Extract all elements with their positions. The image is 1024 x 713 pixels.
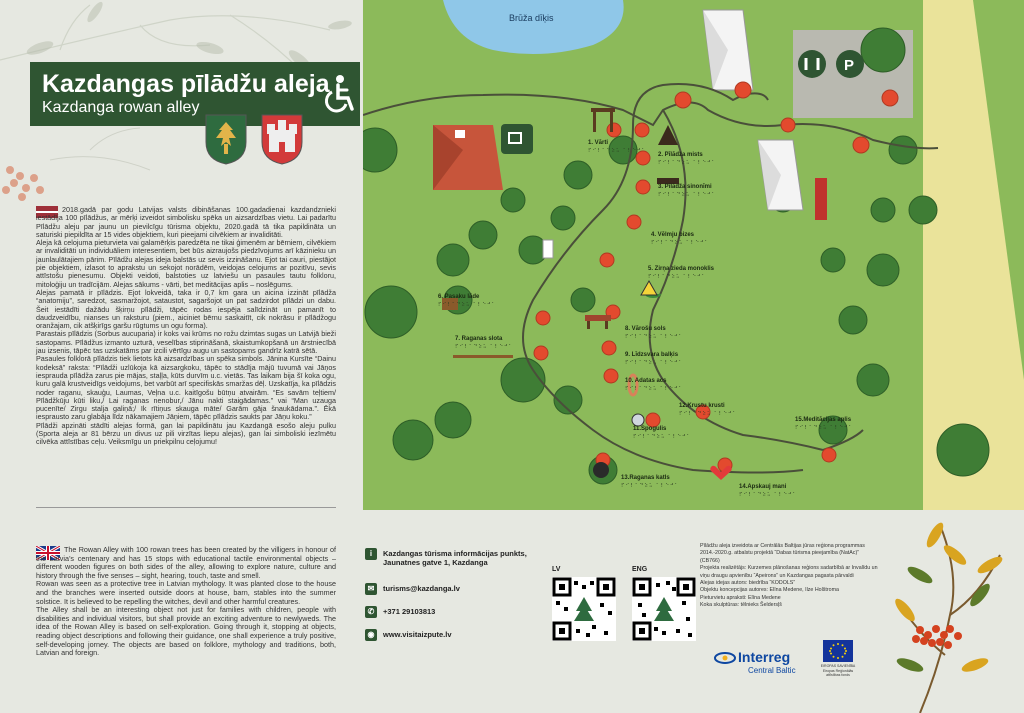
tower bbox=[815, 178, 827, 220]
mirror-icon bbox=[632, 414, 644, 426]
qr-code-en[interactable] bbox=[632, 577, 696, 641]
braille-text: ⠏⠊⠇⠁⠙⠵⠥ ⠁⠇⠑⠚⠁ bbox=[438, 302, 497, 308]
qr-en-label: ENG bbox=[632, 566, 648, 573]
credit-line: Pieturvietu apraksti: Elīna Medene bbox=[700, 594, 781, 601]
stop-label: 12.Krustu krusti bbox=[679, 403, 725, 409]
email-icon: ✉ bbox=[365, 583, 377, 595]
braille-text: ⠏⠊⠇⠁⠙⠵⠥ ⠁⠇⠑⠚⠁ bbox=[795, 425, 854, 431]
braille-text: ⠏⠊⠇⠁⠙⠵⠥ ⠁⠇⠑⠚⠁ bbox=[679, 411, 738, 417]
latvian-description bbox=[36, 206, 336, 447]
eu-flag-icon bbox=[823, 640, 853, 662]
info-address: Jaunatnes gatve 1, Kazdanga bbox=[383, 558, 488, 567]
stop-label: 6. Pasaku lāde bbox=[438, 294, 480, 300]
credit-line: Projekta realizētājs: Kurzemes plānošanas reģions sadarbībā ar Invalīdu un viņu draugu apvienību “Apeirons” un Kazdangas pagasta pārvaldi bbox=[700, 565, 878, 579]
credit-line: Alejas idejas autors: biedrība “KODOLS” bbox=[700, 580, 796, 587]
stop-marker-6[interactable] bbox=[536, 311, 550, 325]
lv-paragraph: 2018.gadā par godu Latvijas valsts dibināšanas 100.gadadienai kazdandznieki iestādīja 100 pīlādžus, ar mērķi izveidot simbolisku spēka un aizsardzības vietu. Lai padarītu Pīlādžu aleju par jaunu un pievilcīgu tūrisma objektu, 2020.gadā tā tika papildināta un saturiski piepildīta ar 15 vides objektiem, kuri pieejami cilvēkiem ar invaliditāti. bbox=[36, 205, 336, 239]
credit-line: Koka skulptūras: tēlnieks Šeldersļš bbox=[700, 602, 782, 609]
broom-icon bbox=[453, 355, 513, 358]
qr-code-lv[interactable] bbox=[552, 577, 616, 641]
web-link[interactable]: www.visitaizpute.lv bbox=[383, 630, 452, 639]
interreg-swoosh-icon bbox=[714, 651, 736, 665]
braille-text: ⠏⠊⠇⠁⠙⠵⠥ ⠁⠇⠑⠚⠁ bbox=[651, 240, 710, 246]
wheelchair-icon bbox=[318, 74, 356, 114]
braille-text: ⠏⠊⠇⠁⠙⠵⠥ ⠁⠇⠑⠚⠁ bbox=[455, 344, 514, 350]
credit-line: Pīlādžu aleja izveidota ar Centrālās Baltijas jūras reģiona programmas 2014.-2020.g. atbalstu projektā “Dabas tūrisma pieejamība (NatAc)” (CB766) bbox=[700, 543, 865, 564]
stop-marker-east[interactable] bbox=[781, 118, 795, 132]
stop-marker-5[interactable] bbox=[600, 253, 614, 267]
lv-paragraph: Alejas pamatā ir pīlādzis. Ejot lokveidā, taka ir 0,7 km gara un aicina izzināt pīlādža “anatomiju”, saredzot, sasmaržojot, sataustot, sagaršojot un pat sadzirdot pīlādzi un dabu. Šeit iestādīti dažādu šķirņu pīlādži, tāpēc rodas iespēja salīdzināt un pamanīt to daudzveidību, nianses un raksturu (piem., aiciniet bērnu saskaitīt, cik nokrāsu ir pīlādžogu oranžajam, cik atšķirīgs garšu rūgtums un ogu forma). bbox=[36, 287, 336, 331]
rowan-branch-illustration bbox=[880, 515, 1024, 713]
stop-label: 8. Vārošu sols bbox=[625, 326, 666, 332]
en-paragraph: The Alley shall be an interesting object not just for families with children, people with disabilities and individual visitors, but shall provide an exciting adventure to newlyweds. The idea of the Rowan Alley is based on self-exploration. Going through it, stopping at objects, reading object descriptions and following their guidance, one shall experience a truly positive, self-developing jorney. The objects are based on folklore, mythology and traditions, both, Latvian and foreign. bbox=[36, 605, 336, 658]
stop-label: 1. Vārti bbox=[588, 140, 609, 146]
braille-text: ⠏⠊⠇⠁⠙⠵⠥ ⠁⠇⠑⠚⠁ bbox=[625, 334, 684, 340]
interreg-name: Interreg bbox=[738, 649, 791, 665]
gate-icon bbox=[591, 108, 615, 112]
stop-label: 2. Pīlādža mists bbox=[658, 152, 703, 158]
en-paragraph: The Rowan Alley with 100 rowan trees has been created by the villigers in honour of the Latvia’s centenary and has 15 stops with educational tactile environmental objects – different wooden figures on both sides of the alley, allowing to explore nature, culture and history through the five senses – sight, hearing, touch, taste and smell. bbox=[36, 545, 336, 580]
kazdanga-coat-of-arms bbox=[203, 112, 249, 166]
project-credits bbox=[700, 543, 880, 610]
qr-lv-label: LV bbox=[552, 566, 561, 573]
english-description bbox=[36, 546, 336, 658]
lv-paragraph: Parastais pīlādzis (Sorbus aucuparia) ir koks vai krūms no rožu dzimtas sugas un Latvijā bieži sastopams. Pīlādžus izmanto uzturā, veselības stiprināšanā, skaistumkopšanā un ārstniecībā jau izsenis, tāpēc tas uzskatāms par izcili vērtīgu augu un sastopams gandrīz katrā sētā. bbox=[36, 329, 336, 356]
credit-line: Objektu koncepcijas autores: Elīna Medene, Ilze Holštroma bbox=[700, 587, 839, 594]
lake-label: Brūža dīķis bbox=[509, 13, 554, 23]
stop-label: 3. Pīlādža sinonīmi bbox=[658, 184, 712, 190]
qr-code-icon bbox=[632, 577, 696, 641]
stop-marker-11[interactable] bbox=[646, 413, 660, 427]
cauldron-icon bbox=[593, 462, 609, 478]
stop-label: 10. Adatas acs bbox=[625, 378, 667, 384]
small-shed bbox=[543, 240, 553, 258]
globe-icon: ◉ bbox=[365, 629, 377, 641]
stop-label: 4. Vēlmju bizes bbox=[651, 232, 695, 238]
stop-marker-north-2[interactable] bbox=[675, 92, 691, 108]
building-north bbox=[703, 10, 753, 90]
braille-text: ⠏⠊⠇⠁⠙⠵⠥ ⠁⠇⠑⠚⠁ bbox=[658, 160, 717, 166]
page-subtitle: Kazdanga rowan alley bbox=[42, 99, 200, 116]
page-title: Kazdangas pīlādžu aleja bbox=[42, 70, 330, 98]
stop-marker-4[interactable] bbox=[627, 215, 641, 229]
info-title: Kazdangas tūrisma informācijas punkts, bbox=[383, 549, 527, 558]
braille-text: ⠏⠊⠇⠁⠙⠵⠥ ⠁⠇⠑⠚⠁ bbox=[625, 360, 684, 366]
braille-text: ⠏⠊⠇⠁⠙⠵⠥ ⠁⠇⠑⠚⠁ bbox=[633, 434, 692, 440]
stop-label: 13.Raganas katls bbox=[621, 475, 670, 481]
braille-text: ⠏⠊⠇⠁⠙⠵⠥ ⠁⠇⠑⠚⠁ bbox=[625, 386, 684, 392]
stop-marker-8[interactable] bbox=[534, 346, 548, 360]
stop-marker-15[interactable] bbox=[822, 448, 836, 462]
alley-map bbox=[363, 0, 1024, 510]
stop-label: 5. Zirņa zieda monoklis bbox=[648, 266, 715, 272]
left-panel bbox=[0, 0, 362, 540]
eu-caption: EIROPAS SAVIENĪBA Eiropas Reģionālās attīstības fonds bbox=[820, 664, 856, 677]
stop-label: 15.Meditācijas aplis bbox=[795, 417, 852, 423]
email-link[interactable]: turisms@kazdanga.lv bbox=[383, 584, 460, 593]
stop-marker-1[interactable] bbox=[607, 123, 621, 137]
stop-label: 9. Līdzsvara balķis bbox=[625, 352, 679, 358]
qr-code-icon bbox=[552, 577, 616, 641]
braille-text: ⠏⠊⠇⠁⠙⠵⠥ ⠁⠇⠑⠚⠁ bbox=[739, 492, 798, 498]
lv-paragraph: Pasaules folklorā pīlādzis tiek lietots kā aizsardzības un spēka simbols. Jānina Kursīte “Dainu kodeksā” raksta: “Pīlādži uzlūkoja kā aizsargkoku, tāpēc to stādīja mājū tuvumā vai Jāņos iesprauda pīlādža zarus pie mājas, staļļa, kūts durvīm u.c. vietās. Tas laikam bija šī koka ogu, kuru galā krustveidīgs veidojums, bet varbūt arī specifiskās smaržas dēļ. Uzskatīja, ka pīlādzis noder raganu, skauģu, Laumas, Veļna u.c. kaitīgošu būtņu atvairām. “Es savām teļtiem/ Pīlādžkūju kūti liku,/ Lai raganas nenobur,/ Jānu nakti staigādamas.” vai “Man uzauga pucenīte/ Zirgu stalja galiņā;/ Ik rītiņus skauga māte/ Garām gāja šnaukādama.”. Ēkā iesprausto zaru glabāja līdz nākamajiem Jāņiem, tāpēc pīlādzis saukts par Jāņu koku.” bbox=[36, 354, 337, 422]
stop-marker-2[interactable] bbox=[635, 123, 649, 137]
braille-text: ⠏⠊⠇⠁⠙⠵⠥ ⠁⠇⠑⠚⠁ bbox=[658, 192, 717, 198]
stop-marker-3[interactable] bbox=[636, 180, 650, 194]
stop-marker-10[interactable] bbox=[604, 369, 618, 383]
interreg-subtitle: Central Baltic bbox=[748, 666, 796, 675]
lv-paragraph: Pīlādži apzināti stādīti alejas formā, gan lai papildinātu jau Kazdangā esošo aleju pulku (Sporta aleja ar 81 bērzu un divus uz pili virzītas liepu alejas), gan lai simboliski iezīmētu cilvēka attīstības ceļu. Veiksmīgu un priekpilnu ceļojumu! bbox=[36, 420, 336, 447]
stop-marker-parking[interactable] bbox=[882, 90, 898, 106]
stop-label: 7. Raganas slota bbox=[455, 336, 503, 342]
lake bbox=[443, 0, 624, 54]
stop-label: 14.Apskauj mani bbox=[739, 484, 787, 490]
stop-marker-9[interactable] bbox=[602, 341, 616, 355]
bench-icon bbox=[585, 315, 611, 321]
stop-marker-east-2[interactable] bbox=[853, 137, 869, 153]
parking-icon: P bbox=[844, 57, 855, 74]
divider bbox=[36, 507, 336, 508]
building-east bbox=[758, 140, 803, 210]
eu-stars-icon bbox=[823, 640, 853, 662]
aizpute-coat-of-arms bbox=[259, 112, 305, 166]
phone-link[interactable]: +371 29103813 bbox=[383, 607, 436, 616]
stop-marker-north[interactable] bbox=[735, 82, 751, 98]
braille-text: ⠏⠊⠇⠁⠙⠵⠥ ⠁⠇⠑⠚⠁ bbox=[621, 483, 680, 489]
stop-label: 11.Spogulis bbox=[633, 426, 667, 432]
map-illustration bbox=[363, 0, 1024, 510]
braille-text: ⠏⠊⠇⠁⠙⠵⠥ ⠁⠇⠑⠚⠁ bbox=[648, 274, 707, 280]
title-banner bbox=[30, 62, 360, 126]
braille-text: ⠏⠊⠇⠁⠙⠵⠥ ⠁⠇⠑⠚⠁ bbox=[588, 148, 647, 154]
info-icon: i bbox=[365, 548, 377, 560]
phone-icon: ✆ bbox=[365, 606, 377, 618]
en-paragraph: Rowan was seen as a protective tree in Latvian mythology. It was planted close to the house and the branches were inserted outside doors at house, barn, stables into the summer solstice. It is believed to be repelling the witches, devil and other harmful creatures. bbox=[36, 579, 336, 606]
warning-icon bbox=[641, 281, 657, 295]
building-cafe bbox=[433, 125, 503, 190]
lv-paragraph: Aleja kā celojuma pieturvieta vai galamērķis paredzēta ne tikai ģimenēm ar bērniem, cilvēkiem ar invaliditāti un individuāliem interesentiem, bet būs aizraujošs piedzīvojums arī kāzinieku un jaunlaulātajiem pārim. Pīlādžu alejas ideja balstās uz sevis izzināšanu. Ejot tai cauri, piestājot pie objektiem, izlasot to aprakstu un sekojot norādēm, veidojas celojums ar pozitīvu, sevis attīstošu pienesumu. Objekti veidoti, balstoties uz latviešu un pasaules tautu folkloru, mitoloģiju un tradīcijām. Alejas sākums - vārti, bet meditācijas aplis – noslēgums. bbox=[36, 238, 336, 289]
